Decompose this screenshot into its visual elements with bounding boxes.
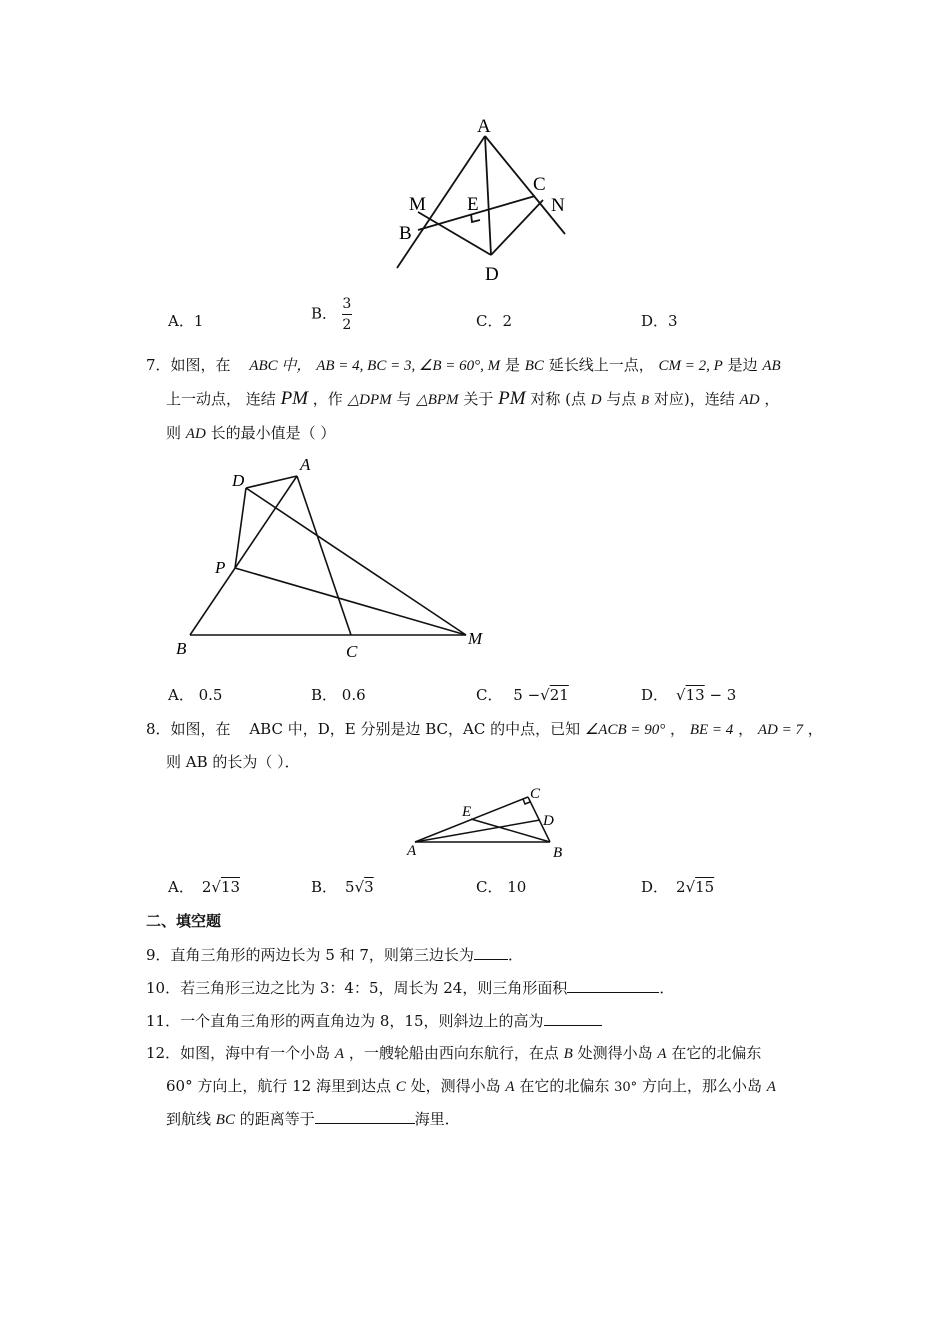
q11-line (146, 1010, 602, 1031)
q7-text: 与点 (606, 390, 637, 408)
sqrt-icon: √ (354, 878, 365, 896)
q7-line-1 (146, 354, 781, 375)
q12-text: ，一艘轮船由西向东航行，在点 (348, 1044, 559, 1062)
q12-math: A (334, 1046, 345, 1062)
q6-option-a[interactable]: A．1 (168, 312, 204, 330)
fig6-label-n: N (551, 195, 565, 216)
q12-math: C (395, 1079, 406, 1095)
fig7-label-b: B (176, 639, 187, 658)
fig6-label-d: D (485, 264, 499, 285)
q12-math: B (563, 1046, 573, 1062)
fig6-label-c: C (533, 174, 546, 195)
q8-option-c[interactable]: C． 10 (476, 878, 527, 896)
q7-math: AB (762, 358, 781, 374)
q11-answer-blank[interactable] (544, 1025, 602, 1026)
q7-text: 长的最小值是（ ） (210, 424, 336, 442)
q7-text: ， (764, 390, 780, 408)
fig8-label-c: C (530, 786, 541, 802)
section-title: 二、填空题 (146, 912, 222, 930)
q7-math: D (590, 392, 602, 408)
q8-option-d-coef: 2 (676, 878, 686, 896)
q7-text: 对称 (点 (530, 390, 586, 408)
q6-option-b-prefix: B． (311, 304, 338, 323)
q7-option-d[interactable] (641, 684, 736, 705)
q8-text: ABC 中，D，E 分别是边 BC，AC 的中点，已知 (249, 720, 581, 738)
fig6-label-e: E (467, 194, 479, 215)
q7-text: ABC 中， (249, 358, 312, 374)
q7-math: △BPM (416, 392, 459, 408)
q10-tail: ． (659, 979, 675, 997)
q7-line-2 (166, 388, 779, 410)
q7-text: 对应)，连结 (653, 390, 735, 408)
q9-answer-blank[interactable] (474, 959, 508, 960)
q7-math: PM (280, 388, 308, 409)
q12-text: 到航线 (166, 1110, 212, 1128)
q9-text: 9．直角三角形的两边长为 5 和 7，则第三边长为 (146, 946, 474, 964)
q12-text: 方向上，航行 12 海里到达点 (197, 1077, 391, 1095)
q8-math: BE = 4 (689, 722, 734, 738)
q12-math: BC (215, 1112, 235, 1128)
q7-option-c[interactable] (476, 684, 569, 705)
q12-text: 处，测得小岛 (410, 1077, 501, 1095)
q8-option-b-prefix: B． (311, 878, 338, 896)
q7-math: AD (185, 426, 206, 442)
q7-text: 上一动点， 连结 (166, 390, 276, 408)
q7-option-c-expr: 5 − (513, 686, 541, 704)
fig6-label-a: A (477, 116, 491, 137)
fig7-label-c: C (346, 642, 358, 661)
q8-option-b-coef: 5 (345, 878, 355, 896)
q12-text: 海里． (414, 1110, 460, 1128)
q7-option-a[interactable]: A． 0.5 (168, 686, 223, 704)
q8-option-a-radicand: 13 (220, 878, 241, 896)
fig7-label-d: D (232, 471, 245, 490)
q7-text: 是边 (727, 356, 758, 374)
q7-math: AD (739, 392, 760, 408)
q7-text: ，作 (312, 390, 343, 408)
fig6-label-b: B (399, 223, 412, 244)
q8-text: ， (738, 720, 754, 738)
sqrt-icon: √ (676, 686, 686, 704)
q8-option-d-prefix: D． (641, 878, 669, 896)
q7-option-b[interactable]: B． 0.6 (311, 686, 366, 704)
q12-math: A (657, 1046, 667, 1062)
q8-line-2: 则 AB 的长为（ ）． (166, 753, 300, 771)
q6-option-b[interactable] (311, 297, 352, 332)
q12-line-3 (166, 1108, 460, 1129)
q8-option-d-radicand: 15 (695, 878, 715, 896)
q11-text: 11．一个直角三角形的两直角边为 8，15，则斜边上的高为 (146, 1012, 544, 1030)
q8-line-1 (146, 718, 823, 739)
q12-text: 12．如图，海中有一个小岛 (146, 1044, 331, 1062)
q6-option-c[interactable]: C．2 (476, 312, 513, 330)
fig8-label-b: B (553, 845, 563, 861)
fig8-label-a: A (407, 843, 417, 859)
fig8-label-e: E (462, 804, 472, 820)
q7-text: 7．如图，在 (146, 356, 231, 374)
q7-math: CM = 2, P (658, 358, 723, 374)
q7-text: 与 (396, 390, 412, 408)
q12-math: 60° (166, 1077, 193, 1095)
q7-option-c-radicand: 21 (549, 686, 569, 704)
q7-math: B (641, 392, 650, 407)
q7-option-d-radicand: 13 (685, 686, 705, 704)
q9-tail: ． (507, 946, 523, 964)
q7-math: AB = 4, BC = 3, ∠B = 60°, M (316, 358, 501, 374)
q12-text: 在它的北偏东 (671, 1044, 762, 1062)
q7-option-d-prefix: D． (641, 686, 669, 704)
q10-line (146, 977, 674, 998)
q8-option-a[interactable] (168, 876, 240, 897)
q9-line (146, 944, 523, 965)
q8-option-a-coef: 2 (201, 878, 212, 896)
sqrt-icon: √ (540, 686, 550, 704)
q7-line-3 (166, 422, 335, 443)
fig7-label-p: P (215, 558, 226, 577)
q12-math: A (766, 1079, 776, 1095)
fig6-label-m: M (409, 194, 426, 215)
q7-math: △DPM (347, 392, 392, 408)
q8-text: ， (670, 720, 686, 738)
q8-option-d[interactable] (641, 876, 714, 897)
q8-option-b[interactable] (311, 876, 374, 897)
sqrt-icon: √ (211, 878, 221, 896)
q7-text: 是 (504, 356, 520, 374)
q12-math: A (505, 1079, 515, 1095)
q8-math: AD = 7 (757, 722, 803, 738)
q12-math: 30° (614, 1080, 638, 1095)
q7-math: BC (524, 358, 544, 374)
q12-text: 在它的北偏东 (519, 1077, 610, 1095)
fig7-label-a: A (300, 455, 311, 474)
q8-option-b-radicand: 3 (364, 878, 374, 896)
q12-text: 处测得小岛 (577, 1044, 653, 1062)
sqrt-icon: √ (685, 878, 696, 896)
q6-option-b-fraction (342, 297, 352, 332)
q12-text: 方向上，那么小岛 (641, 1077, 762, 1095)
q10-text: 10．若三角形三边之比为 3：4：5，周长为 24，则三角形面积 (146, 979, 568, 997)
q12-line-2 (166, 1075, 776, 1096)
q7-option-c-prefix: C． (476, 686, 503, 704)
figure-q6 (385, 110, 585, 285)
q12-answer-blank[interactable] (315, 1123, 415, 1124)
figure-q7 (170, 452, 500, 664)
q8-text: ， (807, 720, 823, 738)
fig7-label-m: M (468, 629, 483, 648)
q7-math: PM (498, 388, 526, 409)
q10-answer-blank[interactable] (567, 992, 659, 993)
q7-text: 延长线上一点， (548, 356, 654, 374)
q8-option-a-prefix: A． (168, 878, 194, 896)
q7-text: 关于 (463, 390, 494, 408)
q8-math: ∠ACB = 90° (584, 722, 666, 738)
q12-text: 的距离等于 (239, 1110, 315, 1128)
q7-option-d-tail: − 3 (704, 686, 737, 704)
q6-option-d[interactable]: D．3 (641, 312, 678, 330)
q12-line-1 (146, 1042, 761, 1063)
q8-text: 8．如图，在 (146, 720, 231, 738)
q6-option-b-numerator: 3 (342, 296, 352, 312)
q7-text: 则 (166, 424, 182, 442)
fig8-label-d: D (543, 813, 554, 829)
q6-option-b-denominator: 2 (342, 317, 352, 333)
figure-q8 (400, 782, 580, 864)
